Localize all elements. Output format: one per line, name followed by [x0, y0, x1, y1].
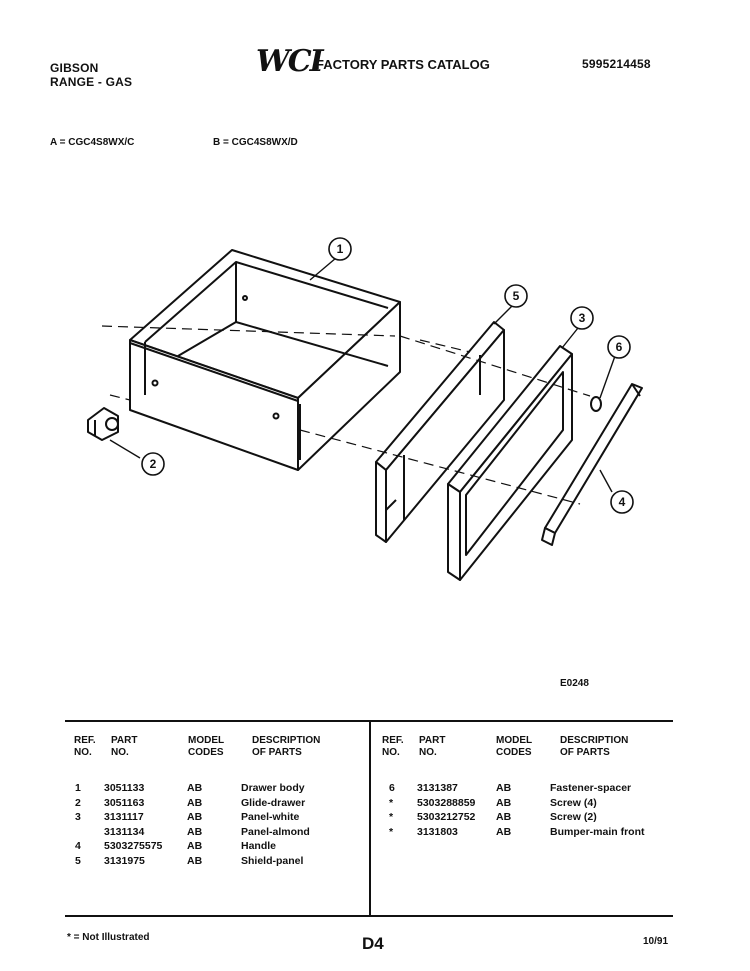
table-row-part: 5303275575 [104, 840, 163, 852]
table-row-codes: AB [187, 854, 203, 867]
table-row-desc: Panel-almond [241, 825, 310, 838]
table-row-ref: 4 [75, 840, 81, 852]
table-row-ref [75, 825, 81, 840]
model-a: A = CGC4S8WX/C [50, 137, 135, 148]
table-row-desc: Fastener-spacer [550, 782, 632, 794]
header-ref-right: REF. NO. [382, 735, 404, 758]
brand-name: GIBSON [50, 61, 99, 75]
table-row-desc: Screw (4) [550, 796, 597, 809]
not-illustrated-note: * = Not Illustrated [67, 932, 150, 943]
callout-1-label: 1 [336, 242, 344, 256]
right-desc-column [550, 781, 645, 839]
catalog-title: FACTORY PARTS CATALOG [316, 57, 490, 72]
product-type: RANGE - GAS [50, 75, 133, 89]
table-row-codes: AB [496, 782, 512, 794]
table-row-ref: * [389, 811, 394, 823]
table-row-part: 3051163 [104, 796, 145, 809]
table-row-ref: 5 [75, 854, 81, 867]
callout-3-label: 3 [578, 311, 586, 325]
table-row-part: 3051133 [104, 782, 145, 794]
right-ref-column [389, 781, 395, 839]
header-desc-left: DESCRIPTION OF PARTS [252, 735, 321, 758]
table-divider [369, 720, 371, 917]
table-row-part: 3131975 [104, 854, 145, 867]
header-ref-left: REF. NO. [74, 735, 96, 758]
diagram-code: E0248 [560, 678, 589, 689]
header-model-left: MODEL CODES [188, 735, 225, 758]
callout-2-label: 2 [149, 457, 157, 471]
table-row-desc: Screw (2) [550, 811, 597, 823]
model-b: B = CGC4S8WX/D [213, 137, 298, 148]
table-row-codes: AB [496, 825, 512, 838]
left-ref-column [75, 781, 81, 868]
table-row-codes: AB [187, 840, 203, 852]
table-row-part: 3131387 [417, 782, 458, 794]
table-row-ref: * [389, 825, 394, 838]
left-desc-column [241, 781, 310, 868]
wci-logo: WCI [256, 44, 322, 79]
table-row-ref: * [389, 796, 394, 809]
fastener-spacer-part [591, 397, 601, 411]
table-row-desc: Drawer body [241, 782, 305, 794]
table-row-part: 5303212752 [417, 811, 476, 823]
table-row-ref: 1 [75, 782, 81, 794]
table-row-ref: 2 [75, 796, 81, 809]
table-row-desc: Shield-panel [241, 854, 304, 867]
right-part-column [417, 781, 475, 839]
table-row-desc: Glide-drawer [241, 796, 306, 809]
table-row-codes: AB [187, 782, 203, 794]
glide-drawer-part [88, 408, 118, 440]
right-codes-column [496, 781, 511, 839]
table-row-codes: AB [496, 811, 512, 823]
table-row-part: 3131803 [417, 825, 458, 838]
table-row-codes: AB [187, 825, 203, 838]
header-part-left: PART NO. [111, 735, 138, 758]
table-row-ref: 6 [389, 782, 395, 794]
page-number: D4 [362, 934, 384, 953]
catalog-number: 5995214458 [582, 57, 651, 71]
callout-6-label: 6 [615, 340, 623, 354]
table-row-part: 3131134 [104, 825, 145, 838]
table-row-desc: Handle [241, 840, 277, 852]
left-part-column [104, 781, 162, 868]
callout-4-label: 4 [618, 495, 626, 509]
revision-date: 10/91 [643, 936, 669, 947]
table-row-ref: 3 [75, 811, 81, 823]
table-row-codes: AB [496, 796, 512, 809]
table-row-part: 5303288859 [417, 796, 476, 809]
left-codes-column [187, 781, 202, 868]
table-row-codes: AB [187, 811, 203, 823]
table-row-desc: Panel-white [241, 811, 300, 823]
table-row-part: 3131117 [104, 811, 144, 823]
header-part-right: PART NO. [419, 735, 446, 758]
callout-5-label: 5 [512, 289, 520, 303]
header-desc-right: DESCRIPTION OF PARTS [560, 735, 629, 758]
table-row-codes: AB [187, 796, 203, 809]
table-row-desc: Bumper-main front [550, 825, 645, 838]
drawer-body-part [130, 250, 400, 470]
header-model-right: MODEL CODES [496, 735, 533, 758]
